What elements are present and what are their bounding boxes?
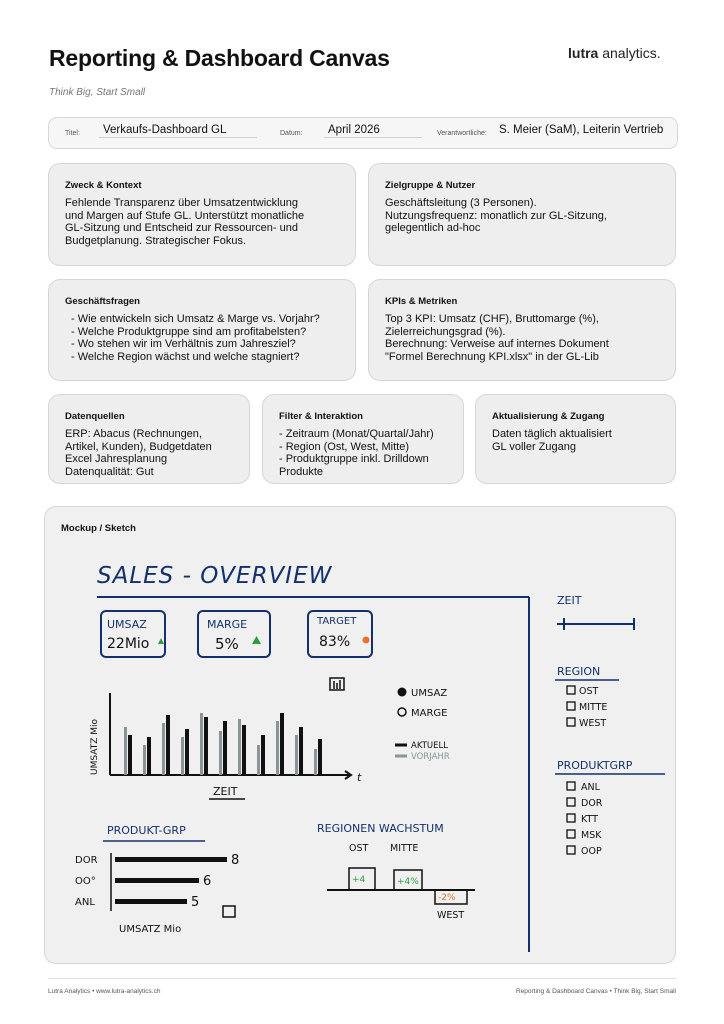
prod-option: MSK	[581, 830, 602, 841]
chart-bar-vorjahr	[238, 719, 241, 775]
x-axis-arrow-label: t	[357, 771, 362, 784]
filters-card	[262, 394, 464, 484]
chart-bar-aktuell	[299, 727, 303, 775]
kpis-body: Top 3 KPI: Umsatz (CHF), Bruttomarge (%), Zielerreichungsgrad (%). Berechnung: Verweise auf internes Dokument "Formel Berechnung KPI.xlsx" in der GL-Lib	[385, 313, 609, 363]
purpose-card	[48, 163, 356, 266]
kpis-card	[368, 279, 676, 381]
prod-anl-checkbox[interactable]	[567, 782, 575, 790]
filter-zeit-label: ZEIT	[557, 594, 582, 607]
purpose-title: Zweck & Kontext	[65, 180, 142, 191]
mockup-title: Mockup / Sketch	[61, 523, 136, 534]
region-ost-checkbox[interactable]	[567, 686, 575, 694]
status-dot-icon	[363, 637, 370, 644]
region-mitte-option: MITTE	[579, 702, 608, 713]
prod-option: KTT	[581, 814, 598, 825]
refresh-card	[475, 394, 676, 484]
regionen-west-value: -2%	[438, 893, 456, 903]
legend-umsatz-icon	[398, 688, 407, 697]
refresh-title: Aktualisierung & Zugang	[492, 411, 605, 422]
regionen-mitte-value: +4%	[397, 877, 419, 887]
page-title: Reporting & Dashboard Canvas	[49, 45, 390, 71]
chart-bar-aktuell	[223, 721, 227, 775]
legend-vorjahr: VORJAHR	[411, 752, 450, 762]
regionen-heading: REGIONEN WACHSTUM	[317, 822, 444, 835]
prod-ktt-checkbox[interactable]	[567, 814, 575, 822]
prod-option: DOR	[581, 798, 603, 809]
title-label: Titel:	[65, 130, 80, 137]
company-logo	[568, 45, 661, 61]
chart-bar-aktuell	[166, 715, 170, 775]
region-west-option: WEST	[579, 718, 607, 729]
legend-marge-icon	[398, 708, 406, 716]
questions-title: Geschäftsfragen	[65, 296, 140, 307]
regionen-ost-label: OST	[349, 843, 369, 854]
filters-title: Filter & Interaktion	[279, 411, 363, 422]
produkt-row-value: 8	[231, 853, 240, 868]
kpi-target-label: TARGET	[317, 616, 357, 627]
owner-label: Verantwortliche:	[437, 130, 487, 137]
prod-option: OOP	[581, 846, 602, 857]
chart-bar-aktuell	[242, 725, 246, 775]
kpi-marge-label: MARGE	[207, 618, 248, 631]
prod-dor-checkbox[interactable]	[567, 798, 575, 806]
produkt-bar	[115, 857, 227, 862]
legend-umsatz: UMSAZ	[411, 688, 448, 699]
footer-divider	[48, 978, 676, 979]
chart-bar-vorjahr	[200, 713, 203, 775]
produkt-row-value: 5	[191, 895, 200, 910]
date-field[interactable]: April 2026	[324, 124, 422, 138]
chart-bar-aktuell	[147, 737, 151, 775]
kpi-umsatz-value: 22Mio	[107, 636, 150, 652]
filter-produktgrp-label: PRODUKTGRP	[557, 759, 633, 772]
chart-bar-vorjahr	[314, 749, 317, 775]
questions-card	[48, 279, 356, 381]
region-west-checkbox[interactable]	[567, 718, 575, 726]
chart-bar-vorjahr	[257, 745, 260, 775]
sources-card	[48, 394, 250, 484]
chart-bar-vorjahr	[181, 737, 184, 775]
regionen-ost-value: +4	[352, 875, 366, 885]
questions-body: - Wie entwickeln sich Umsatz & Marge vs. Vorjahr? - Welche Produktgruppe sind am profitabelsten? - Wo stehen wir im Verhältnis zum Jahresziel? - Welche Region wächst und welche stagniert?	[71, 313, 320, 363]
bar-series	[124, 713, 322, 775]
prod-msk-checkbox[interactable]	[567, 830, 575, 838]
chart-bar-vorjahr	[124, 727, 127, 775]
produkt-bar	[115, 899, 187, 904]
prod-option: ANL	[581, 782, 600, 793]
audience-card	[368, 163, 676, 266]
chart-bar-aktuell	[204, 717, 208, 775]
chart-bar-vorjahr	[276, 721, 279, 775]
legend-marge: MARGE	[411, 708, 448, 719]
title-field[interactable]: Verkaufs-Dashboard GL	[99, 124, 257, 138]
owner-field[interactable]: S. Meier (SaM), Leiterin Vertrieb	[499, 124, 664, 136]
chart-bar-aktuell	[261, 735, 265, 775]
purpose-body: Fehlende Transparenz über Umsatzentwicklung und Margen auf Stufe GL. Unterstützt monatliche GL-Sitzung und Entscheid zur Ressourcen- und Budgetplanung. Strategischer Fokus.	[65, 197, 305, 247]
page-subtitle: Think Big, Start Small	[49, 87, 146, 98]
audience-body: Geschäftsleitung (3 Personen). Nutzungsfrequenz: monatlich zur GL-Sitzung, gelegentlich ad-hoc	[385, 197, 607, 235]
sources-title: Datenquellen	[65, 411, 125, 422]
kpi-marge-value: 5%	[215, 635, 239, 653]
chart-type-icon[interactable]	[223, 906, 235, 917]
region-ost-option: OST	[579, 686, 599, 697]
meta-bar	[48, 117, 678, 149]
legend-aktuell: AKTUELL	[411, 741, 448, 751]
regionen-west-label: WEST	[437, 910, 465, 921]
trend-up-icon	[252, 636, 261, 644]
chart-bar-vorjahr	[143, 745, 146, 775]
kpi-target-value: 83%	[319, 634, 351, 650]
prod-oop-checkbox[interactable]	[567, 846, 575, 854]
kpi-umsatz-label: UMSAZ	[107, 618, 147, 631]
regionen-mitte-label: MITTE	[390, 843, 419, 854]
chart-bar-aktuell	[318, 739, 322, 775]
trend-up-icon	[158, 638, 164, 644]
footer-left: Lutra Analytics • www.lutra-analytics.ch	[48, 988, 161, 995]
filter-region-label: REGION	[557, 665, 601, 678]
kpis-title: KPIs & Metriken	[385, 296, 458, 307]
chart-bar-aktuell	[128, 735, 132, 775]
sketch-canvas	[45, 507, 677, 965]
chart-bar-aktuell	[280, 713, 284, 775]
filters-body: - Zeitraum (Monat/Quartal/Jahr) - Region (Ost, West, Mitte) - Produktgruppe inkl. Drilldown Produkte	[279, 428, 434, 478]
y-axis-label: UMSATZ Mio	[90, 719, 100, 775]
audience-title: Zielgruppe & Nutzer	[385, 180, 476, 191]
produkt-axis-label: UMSATZ Mio	[119, 924, 182, 935]
region-mitte-checkbox[interactable]	[567, 702, 575, 710]
produkt-row-label: ANL	[75, 897, 95, 908]
produkt-heading: PRODUKT-GRP	[107, 824, 186, 837]
chart-bar-vorjahr	[219, 731, 222, 775]
chart-bar-vorjahr	[162, 723, 165, 775]
x-axis-label: ZEIT	[213, 785, 238, 798]
refresh-body: Daten täglich aktualisiert GL voller Zugang	[492, 428, 612, 453]
mockup-panel	[44, 506, 676, 964]
chart-bar-aktuell	[185, 729, 189, 775]
sources-body: ERP: Abacus (Rechnungen, Artikel, Kunden), Budgetdaten Excel Jahresplanung Datenqualität: Gut	[65, 428, 212, 478]
produkt-row-value: 6	[203, 874, 212, 889]
logo-rest: analytics.	[598, 45, 661, 61]
footer-right: Reporting & Dashboard Canvas • Think Big, Start Small	[515, 988, 676, 995]
logo-bold: lutra	[568, 45, 599, 61]
chart-bar-vorjahr	[295, 735, 298, 775]
produkt-row-label: OO°	[75, 876, 96, 887]
produkt-bar	[115, 878, 199, 883]
sketch-heading: SALES - OVERVIEW	[97, 563, 333, 589]
date-label: Datum:	[280, 130, 303, 137]
produkt-row-label: DOR	[75, 855, 98, 866]
